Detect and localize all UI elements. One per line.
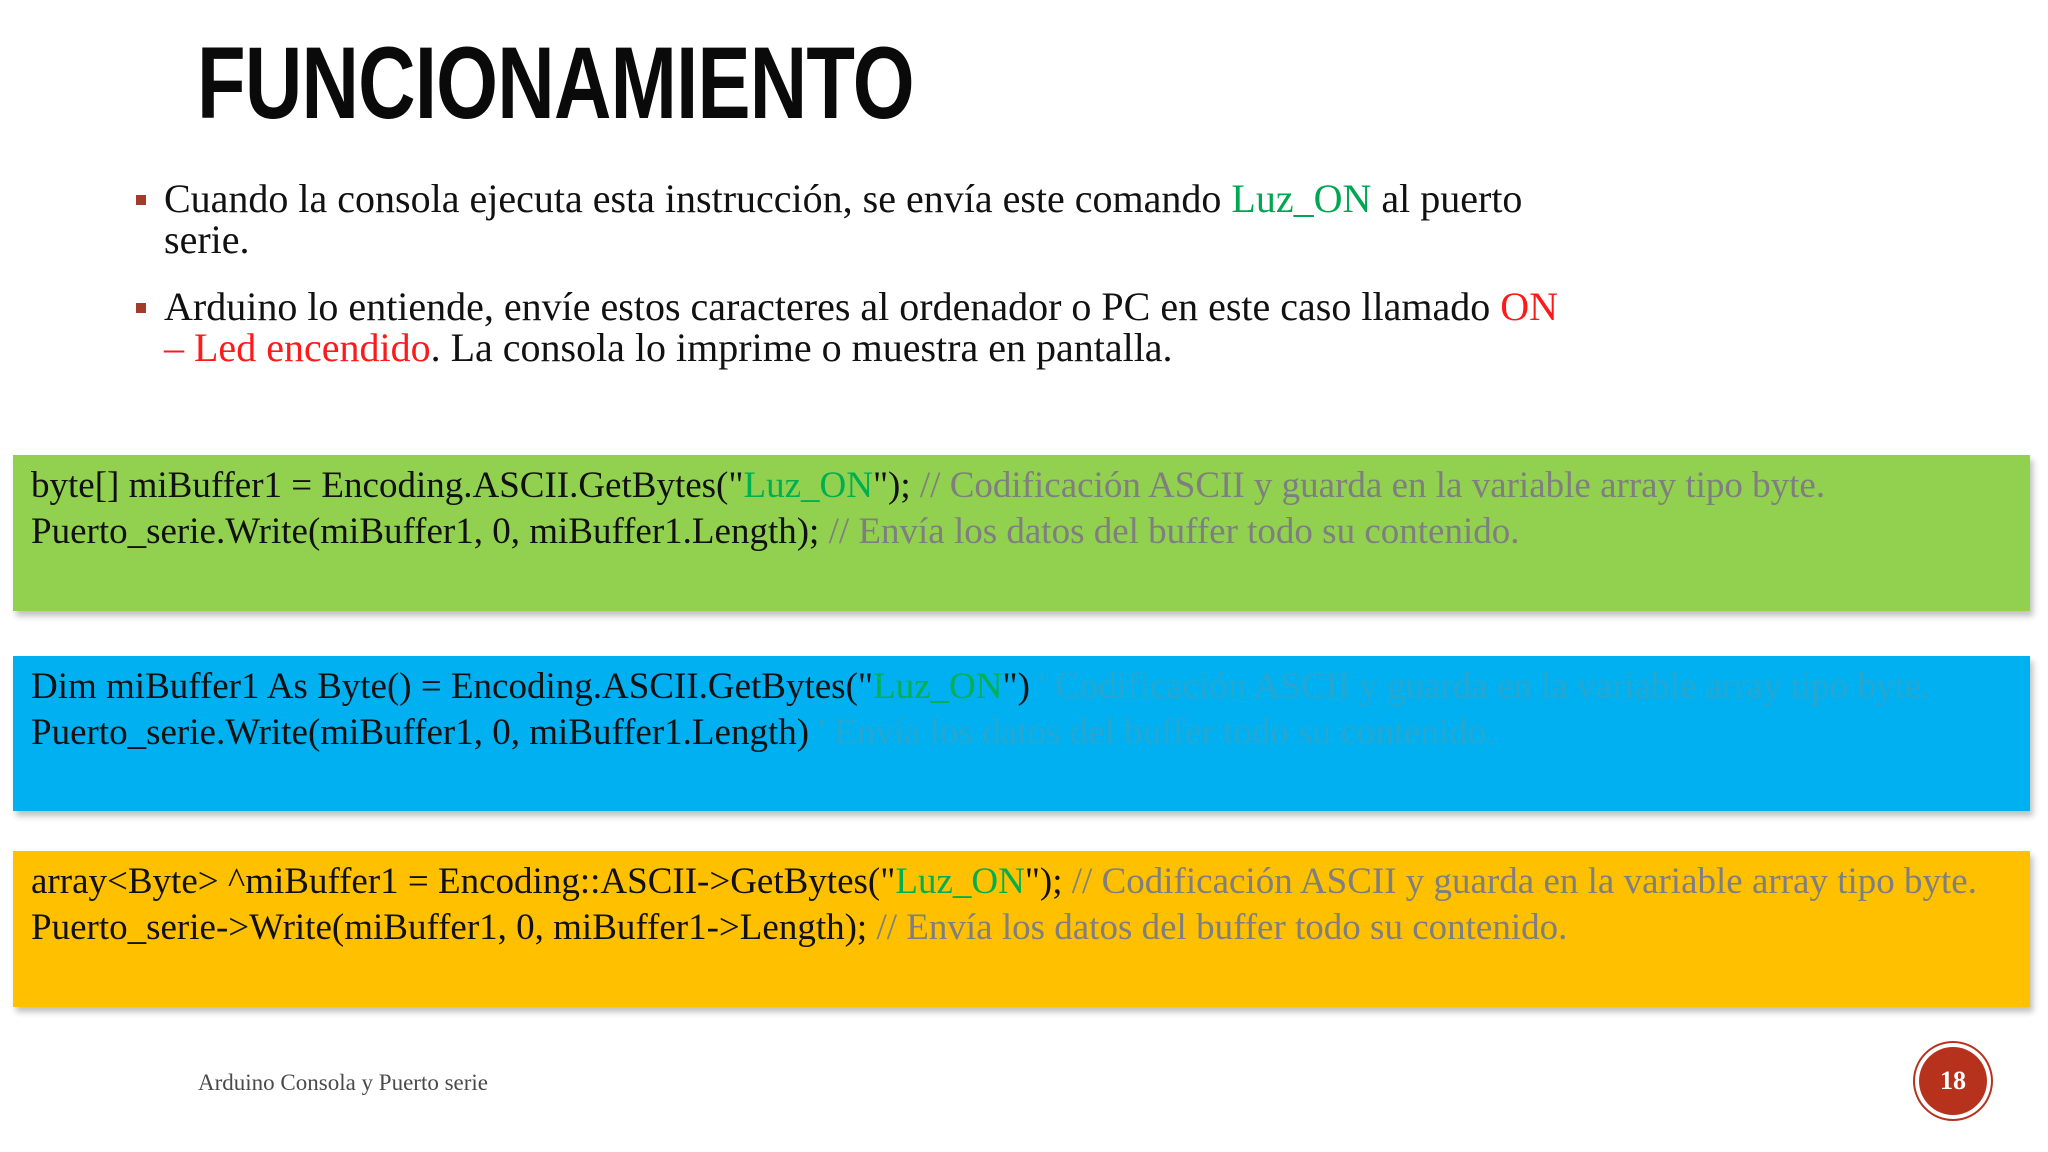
code-line-2 [31,509,2012,555]
code-text-end: ") [1002,666,1040,707]
code-comment: // Codificación ASCII y guarda en la variable array tipo byte. [1071,861,1977,902]
code-text: byte[] miBuffer1 = Encoding.ASCII.GetBytes(" [31,465,744,506]
code-string: Luz_ON [743,465,873,506]
bullet-list [136,178,1576,394]
bullet-marker-icon [136,195,146,205]
bullet-item [136,178,1576,260]
code-line-1 [31,664,2012,710]
code-string: Luz_ON [895,861,1025,902]
code-comment: // Envía los datos del buffer todo su contenido. [876,907,1568,948]
code-string: Luz_ON [873,666,1003,707]
code-comment: // Codificación ASCII y guarda en la variable array tipo byte. [919,465,1826,506]
bullet-text: Arduino lo entiende, envíe estos caracteres al ordenador o PC en este caso llamado [164,284,1501,329]
code-line-1 [31,463,2012,509]
code-comment: ' Codificación ASCII y guarda en la variable array tipo byte. [1039,666,1931,707]
code-text-end: "); [872,465,920,506]
code-comment: // Envía los datos del buffer todo su contenido. [828,511,1520,552]
code-box-cpp [13,851,2030,1007]
bullet-highlight: ON – Led encendido [164,284,1558,370]
bullet-text-end: . La consola lo imprime o muestra en pantalla. [430,325,1173,370]
code-comment: ' Envía los datos del buffer todo su contenido. [818,712,1496,753]
code-text: Puerto_serie.Write(miBuffer1, 0, miBuffer1.Length); [31,511,829,552]
code-text-end: "); [1024,861,1072,902]
code-line-1 [31,859,2012,905]
code-line-2 [31,905,2012,951]
bullet-marker-icon [136,303,146,313]
code-text: Puerto_serie.Write(miBuffer1, 0, miBuffer1.Length) [31,712,819,753]
code-box-csharp [13,455,2030,611]
code-text: Dim miBuffer1 As Byte() = Encoding.ASCII.GetBytes(" [31,666,874,707]
code-text: Puerto_serie->Write(miBuffer1, 0, miBuffer1->Length); [31,907,877,948]
bullet-item [136,286,1576,368]
slide-title: FUNCIONAMIENTO [197,26,914,140]
bullet-text-end: al puerto serie. [164,176,1523,262]
page-number-badge: 18 [1919,1047,1987,1115]
code-line-2 [31,710,2012,756]
code-box-vb [13,656,2030,811]
bullet-highlight: Luz_ON [1231,176,1372,221]
code-text: array<Byte> ^miBuffer1 = Encoding::ASCII->GetBytes(" [31,861,896,902]
slide-footer: Arduino Consola y Puerto serie [198,1070,489,1095]
bullet-text: Cuando la consola ejecuta esta instrucción, se envía este comando [164,176,1232,221]
